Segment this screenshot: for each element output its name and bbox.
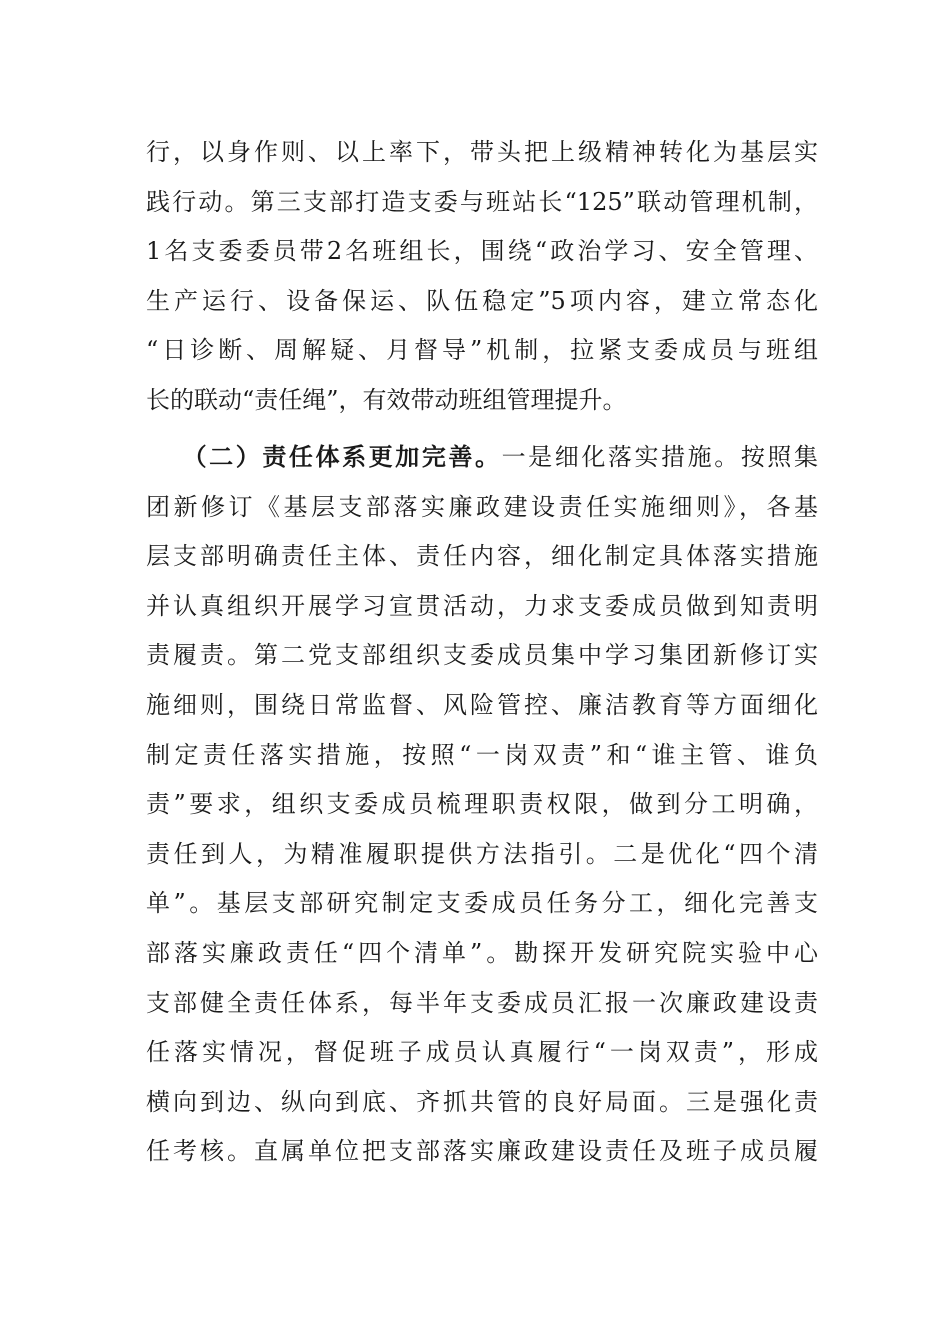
- paragraph-first-line: [146, 433, 818, 483]
- paragraph-line: 任落实情况，督促班子成员认真履行“一岗双责”，形成: [146, 1038, 818, 1067]
- paragraph-line: 层支部明确责任主体、责任内容，细化制定具体落实措施: [146, 542, 818, 571]
- paragraph-line: 践行动。第三支部打造支委与班站长“125”联动管理机制，: [146, 187, 818, 216]
- section-heading: （二）责任体系更加完善。: [180, 443, 502, 471]
- paragraph-line: 并认真组织开展学习宣贯活动，力求支委成员做到知责明: [146, 591, 818, 620]
- paragraph-line: 横向到边、纵向到底、齐抓共管的良好局面。三是强化责: [146, 1087, 818, 1116]
- paragraph-line: 行，以身作则、以上率下，带头把上级精神转化为基层实: [146, 138, 818, 166]
- paragraph-line: 生产运行、设备保运、队伍稳定”5项内容，建立常态化: [146, 286, 818, 315]
- paragraph-line: 责履责。第二党支部组织支委成员集中学习集团新修订实: [146, 641, 818, 670]
- paragraph-line-text: 一是细化落实措施。按照集: [501, 443, 819, 471]
- paragraph-line: 单”。基层支部研究制定支委成员任务分工，细化完善支: [146, 889, 818, 918]
- paragraph-2: [146, 433, 818, 1177]
- paragraph-line: 1名支委委员带2名班组长，围绕“政治学习、安全管理、: [146, 237, 818, 266]
- paragraph-line: 长的联动“责任绳”，有效带动班组管理提升。: [146, 385, 627, 414]
- paragraph-line: “日诊断、周解疑、月督导”机制，拉紧支委成员与班组: [146, 336, 818, 365]
- paragraph-line: 责任到人，为精准履职提供方法指引。二是优化“四个清: [146, 839, 818, 868]
- paragraph-line: 任考核。直属单位把支部落实廉政建设责任及班子成员履: [146, 1137, 818, 1166]
- paragraph-line: 制定责任落实措施，按照“一岗双责”和“谁主管、谁负: [146, 740, 818, 769]
- paragraph-line: 支部健全责任体系，每半年支委成员汇报一次廉政建设责: [146, 988, 818, 1017]
- paragraph-line: 施细则，围绕日常监督、风险管控、廉洁教育等方面细化: [146, 690, 818, 719]
- paragraph-1: [146, 128, 818, 426]
- paragraph-line: 部落实廉政责任“四个清单”。勘探开发研究院实验中心: [146, 938, 818, 967]
- paragraph-line: 团新修订《基层支部落实廉政建设责任实施细则》，各基: [146, 492, 818, 521]
- paragraph-line: 责”要求，组织支委成员梳理职责权限，做到分工明确，: [146, 790, 818, 819]
